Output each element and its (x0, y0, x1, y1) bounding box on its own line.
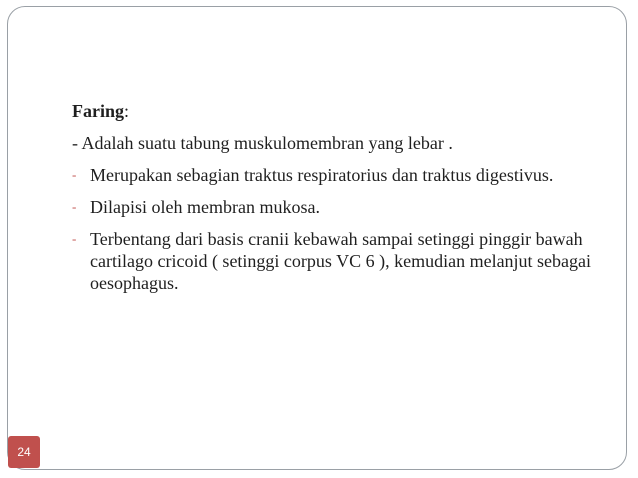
bullet-text: Terbentang dari basis cranii kebawah sampai setinggi pinggir bawah cartilago cricoid ( setinggi corpus VC 6 ), kemudian melanjut sebagai oesophagus. (90, 229, 592, 293)
bullet-dash-icon: - (72, 199, 77, 214)
bullet-text: Dilapisi oleh membran mukosa. (90, 197, 320, 217)
slide-heading (72, 100, 612, 122)
bullet-dash-icon: - (72, 231, 77, 246)
heading-colon: : (124, 101, 130, 121)
bullet-item (72, 196, 612, 218)
page-number-badge: 24 (8, 436, 40, 468)
heading-title: Faring (72, 101, 124, 121)
slide-content (72, 100, 612, 304)
bullet-text: Merupakan sebagian traktus respiratorius dan traktus digestivus. (90, 165, 554, 185)
intro-line: - Adalah suatu tabung muskulomembran yang lebar . (72, 133, 453, 153)
bullet-dash-icon: - (72, 167, 77, 182)
bullet-item (72, 164, 612, 186)
bullet-item (72, 228, 612, 294)
